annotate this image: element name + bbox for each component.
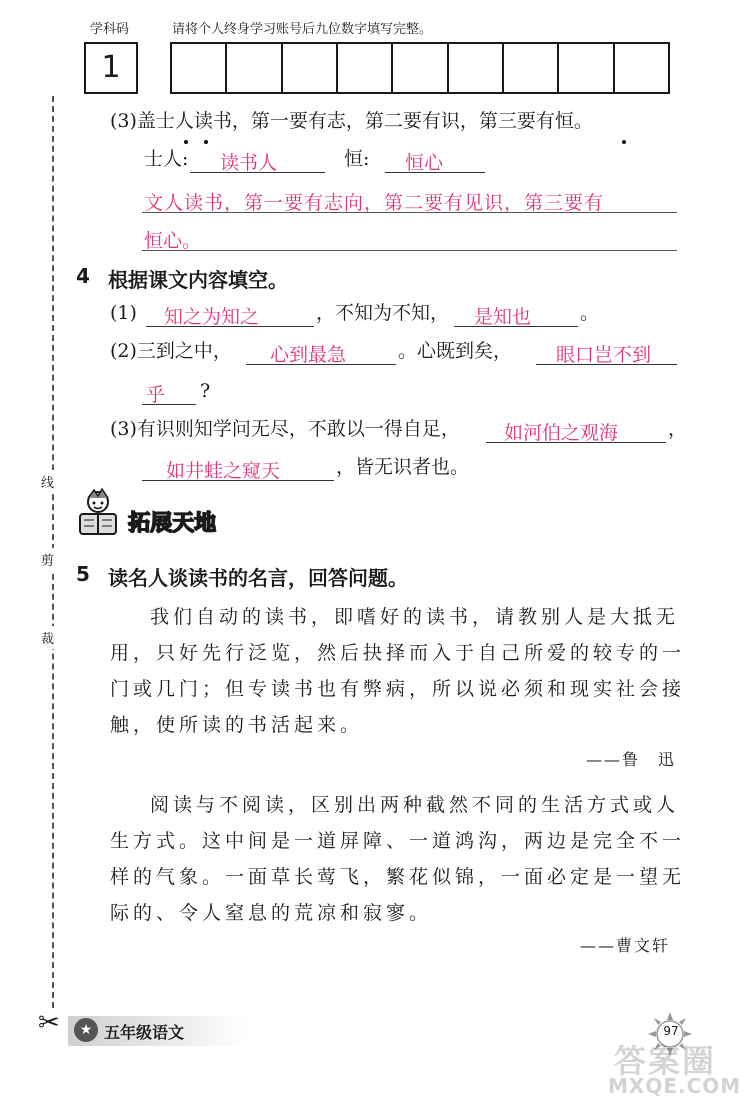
q4-number: 4: [76, 264, 90, 288]
q5-number: 5: [76, 562, 90, 586]
digit-cell[interactable]: [172, 44, 227, 92]
q4-item1-end: 。: [580, 302, 600, 324]
q4-item1-prefix: (1): [110, 302, 137, 324]
answer-rule: [142, 250, 677, 251]
q4-item2-answer2a: 眼口岂不到: [556, 344, 652, 366]
q4-item2-mid: 。心既到矣，: [398, 340, 513, 362]
watermark-bottom-text: MXQE.COM: [608, 1074, 742, 1098]
star-icon: ★: [74, 1018, 98, 1042]
q3-sentence: (3)盖士人读书，第一要有志，第二要有识，第三要有恒。: [110, 110, 593, 132]
quote2-line: 际的、令人窒息的荒凉和寂寥。: [110, 902, 433, 924]
quote2-author: ——曹文轩: [580, 936, 671, 955]
q4-item2-blank1[interactable]: [246, 338, 396, 365]
quote2-line: 生方式。这中间是一道屏障、一道鸿沟，两边是完全不一: [110, 830, 686, 852]
cut-char-cai: 裁: [41, 626, 54, 649]
heng-answer: 恒心: [405, 152, 444, 174]
q4-item1-mid: ，不知为不知，: [316, 302, 450, 324]
q5-title: 读名人谈读书的名言，回答问题。: [108, 566, 408, 590]
quote1-line: 触，使所读的书活起来。: [110, 714, 364, 736]
digit-cell[interactable]: [504, 44, 559, 92]
emphasis-dot: [184, 140, 188, 144]
q4-item3-comma: ，: [668, 418, 688, 440]
book-label: 五年级语文: [104, 1023, 185, 1042]
digit-cell[interactable]: [615, 44, 668, 92]
q4-item2-answer1: 心到最急: [270, 344, 347, 366]
scissors-icon: ✂: [38, 1008, 60, 1038]
quote2-line: 样的气象。一面草长莺飞，繁花似锦，一面必定是一望无: [110, 866, 686, 888]
q4-item1-blank1[interactable]: [146, 300, 314, 327]
quote1-line: 门或几门；但专读书也有弊病，所以说必须和现实社会接: [110, 678, 686, 700]
q4-item1-blank2[interactable]: [454, 300, 578, 327]
watermark-logo: [600, 1036, 748, 1096]
q4-item3-blank1[interactable]: [486, 416, 666, 443]
digit-cell[interactable]: [559, 44, 614, 92]
subject-code-box[interactable]: [84, 42, 138, 94]
q4-item2-blank2[interactable]: [536, 338, 677, 365]
q4-title: 根据课文内容填空。: [108, 268, 288, 292]
digit-cell[interactable]: [338, 44, 393, 92]
shiren-label: 士人:: [144, 148, 189, 170]
q4-item1-answer2: 是知也: [474, 306, 532, 328]
heng-blank[interactable]: [385, 148, 485, 173]
subject-code-value: 1: [101, 50, 121, 85]
account-digit-grid: [170, 42, 670, 94]
cut-char-xian: 线: [41, 470, 54, 493]
q4-item3-answer1: 如河伯之观海: [504, 422, 619, 444]
shiren-answer: 读书人: [220, 152, 278, 174]
q4-item3-end: ，皆无识者也。: [336, 456, 470, 478]
quote1-line: 我们自动的读书，即嗜好的读书，请教别人是大抵无: [150, 606, 680, 628]
translation-line-1: 文人读书，第一要有志向，第二要有见识，第三要有: [144, 192, 605, 214]
q4-item3-answer2: 如井蛙之窥天: [166, 460, 281, 482]
translation-line-2: 恒心。: [144, 230, 202, 252]
digit-cell[interactable]: [227, 44, 282, 92]
q4-item2-prefix: (2)三到之中，: [110, 340, 232, 362]
quote2-line: 阅读与不阅读，区别出两种截然不同的生活方式或人: [150, 794, 680, 816]
q4-item2-end: ?: [200, 380, 211, 402]
instruction-text: 请将个人终身学习账号后九位数字填写完整。: [172, 22, 433, 37]
heng-label: 恒:: [344, 148, 370, 170]
quote1-author: ——鲁 迅: [586, 750, 677, 769]
quote1-line: 用，只好先行泛览，然后抉择而入于自己所爱的较专的一: [110, 642, 686, 664]
page-number: 97: [663, 1024, 679, 1038]
section-title: 拓展天地: [128, 511, 217, 536]
q4-item2-blank2-cont[interactable]: [142, 378, 196, 405]
emphasis-dot: [622, 140, 626, 144]
q4-item3-blank2[interactable]: [142, 454, 334, 481]
answer-rule: [142, 212, 677, 213]
cut-char-jian: 剪: [41, 548, 54, 571]
digit-cell[interactable]: [449, 44, 504, 92]
shiren-blank[interactable]: [190, 148, 325, 173]
emphasis-dot: [204, 140, 208, 144]
q4-item3-prefix: (3)有识则知学问无尽，不敢以一得自足，: [110, 418, 460, 440]
digit-cell[interactable]: [393, 44, 448, 92]
q4-item2-answer2b: 乎: [146, 384, 166, 406]
subject-code-label: 学科码: [90, 22, 130, 37]
reading-student-icon: [72, 486, 124, 538]
digit-cell[interactable]: [283, 44, 338, 92]
q4-item1-answer1: 知之为知之: [164, 306, 260, 328]
watermark-top-text: 答案圈: [614, 1042, 717, 1080]
